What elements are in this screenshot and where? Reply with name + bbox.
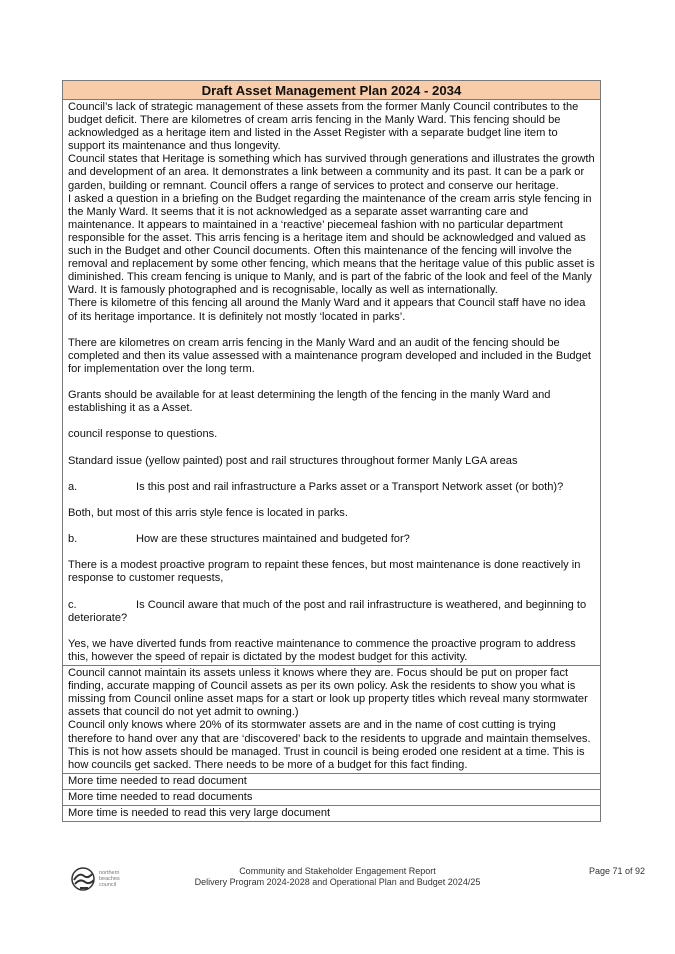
submission-cell: More time needed to read document — [63, 773, 601, 789]
table-row — [63, 773, 601, 789]
question-label: c. — [68, 598, 77, 611]
submission-paragraph: There are kilometres on cream arris fencing in the Manly Ward and an audit of the fencing should be completed and then its value assessed with a maintenance program developed and included in the Budget for implementation over the long term. — [68, 336, 591, 375]
table-row — [63, 789, 601, 805]
submission-cell — [63, 100, 601, 666]
question-label: a. — [68, 480, 78, 493]
submission-cell: More time is needed to read this very large document — [63, 805, 601, 821]
submission-paragraph: Council’s lack of strategic management of these assets from the former Manly Council contributes to the budget deficit. There are kilometres of cream arris fencing in the Manly Ward. This fencing should be acknowledged as a heritage item and listed in the Asset Register with a separate budget line item to support its maintenance and thus longevity. — [68, 101, 579, 153]
submission-paragraph: Council only knows where 20% of its stormwater assets are and in the name of cost cutting is trying therefore to hand over any that are ‘discovered’ back to the residents to upgrade and maintain themselves. This is not how assets should be managed. Trust in council is being eroded one resident at a time. This is how councils get sacked. There needs to be more of a budget for this fact finding. — [68, 719, 591, 771]
submission-cell: More time needed to read documents — [63, 789, 601, 805]
logo-line: northern — [99, 870, 120, 876]
question-text: Is this post and rail infrastructure a Parks asset or a Transport Network asset (or both)? — [136, 480, 564, 493]
answer-text: Yes, we have diverted funds from reactive maintenance to commence the proactive program to address this, however the speed of repair is dictated by the modest budget for this activity. — [68, 637, 576, 663]
submission-paragraph: I asked a question in a briefing on the Budget regarding the maintenance of the cream arris style fencing in the Manly Ward. It seems that it is not acknowledged as a separate asset warranting care and maintenance. It appears to maintained in a ‘reactive’ piecemeal fashion with no particular department responsible for the asset. This arris fencing is a heritage item and should be acknowledged and valued as such in the Budget and other Council documents. Often this maintenance of the fencing will involve the removal and replacement by some other fencing, which means that the heritage value of this public asset is diminished. This cream fencing is unique to Manly, and is part of the fabric of the look and feel of the Manly Ward. It is famously photographed and is recognisable, locally as well as internationally. — [68, 192, 595, 297]
table-row — [63, 100, 601, 666]
submission-paragraph: Council cannot maintain its assets unless it knows where they are. Focus should be put on proper fact finding, accurate mapping of Council assets as per its own policy. Ask the residents to show you what is missing from Council online asset maps for a start or look up property titles which reveal many stormwater assets that council do not yet admit to owning.) — [68, 667, 588, 719]
question-b — [68, 533, 596, 546]
submissions-table — [62, 80, 601, 822]
page-number: Page 71 of 92 — [588, 866, 645, 876]
footer-line-1: Community and Stakeholder Engagement Report — [239, 866, 436, 876]
submission-paragraph: Council states that Heritage is something which has survived through generations and illustrates the growth and development of an area. It demonstrates a link between a community and its past. It can be a park or garden, building or remnant. Council offers a range of services to protect and conserve our heritage. — [68, 153, 595, 192]
submission-paragraph: There is kilometre of this fencing all around the Manly Ward and it appears that Council staff have no idea of its heritage importance. It is definitely not mostly ‘located in parks’. — [68, 297, 586, 323]
question-c — [68, 599, 596, 625]
question-text: Is Council aware that much of the post and rail infrastructure is weathered, and beginning to deteriorate? — [68, 598, 587, 624]
table-row — [63, 666, 601, 774]
submission-paragraph: Standard issue (yellow painted) post and rail structures throughout former Manly LGA areas — [68, 454, 518, 467]
footer-line-2: Delivery Program 2024-2028 and Operational Plan and Budget 2024/25 — [194, 877, 481, 887]
page-footer — [0, 864, 675, 904]
footer-report-title — [0, 866, 675, 888]
submission-paragraph: Grants should be available for at least determining the length of the fencing in the manly Ward and establishing it as a Asset. — [68, 389, 551, 415]
answer-text: Both, but most of this arris style fence is located in parks. — [68, 506, 348, 519]
table-row — [63, 805, 601, 821]
table-title: Draft Asset Management Plan 2024 - 2034 — [63, 81, 601, 100]
logo-line: beaches — [99, 876, 120, 882]
submission-paragraph: council response to questions. — [68, 428, 218, 441]
question-a — [68, 481, 596, 494]
question-label: b. — [68, 533, 78, 546]
logo-line: council — [99, 882, 117, 888]
question-text: How are these structures maintained and budgeted for? — [136, 533, 410, 546]
answer-text: There is a modest proactive program to repaint these fences, but most maintenance is done reactively in response to customer requests, — [68, 559, 581, 585]
submission-cell — [63, 666, 601, 774]
